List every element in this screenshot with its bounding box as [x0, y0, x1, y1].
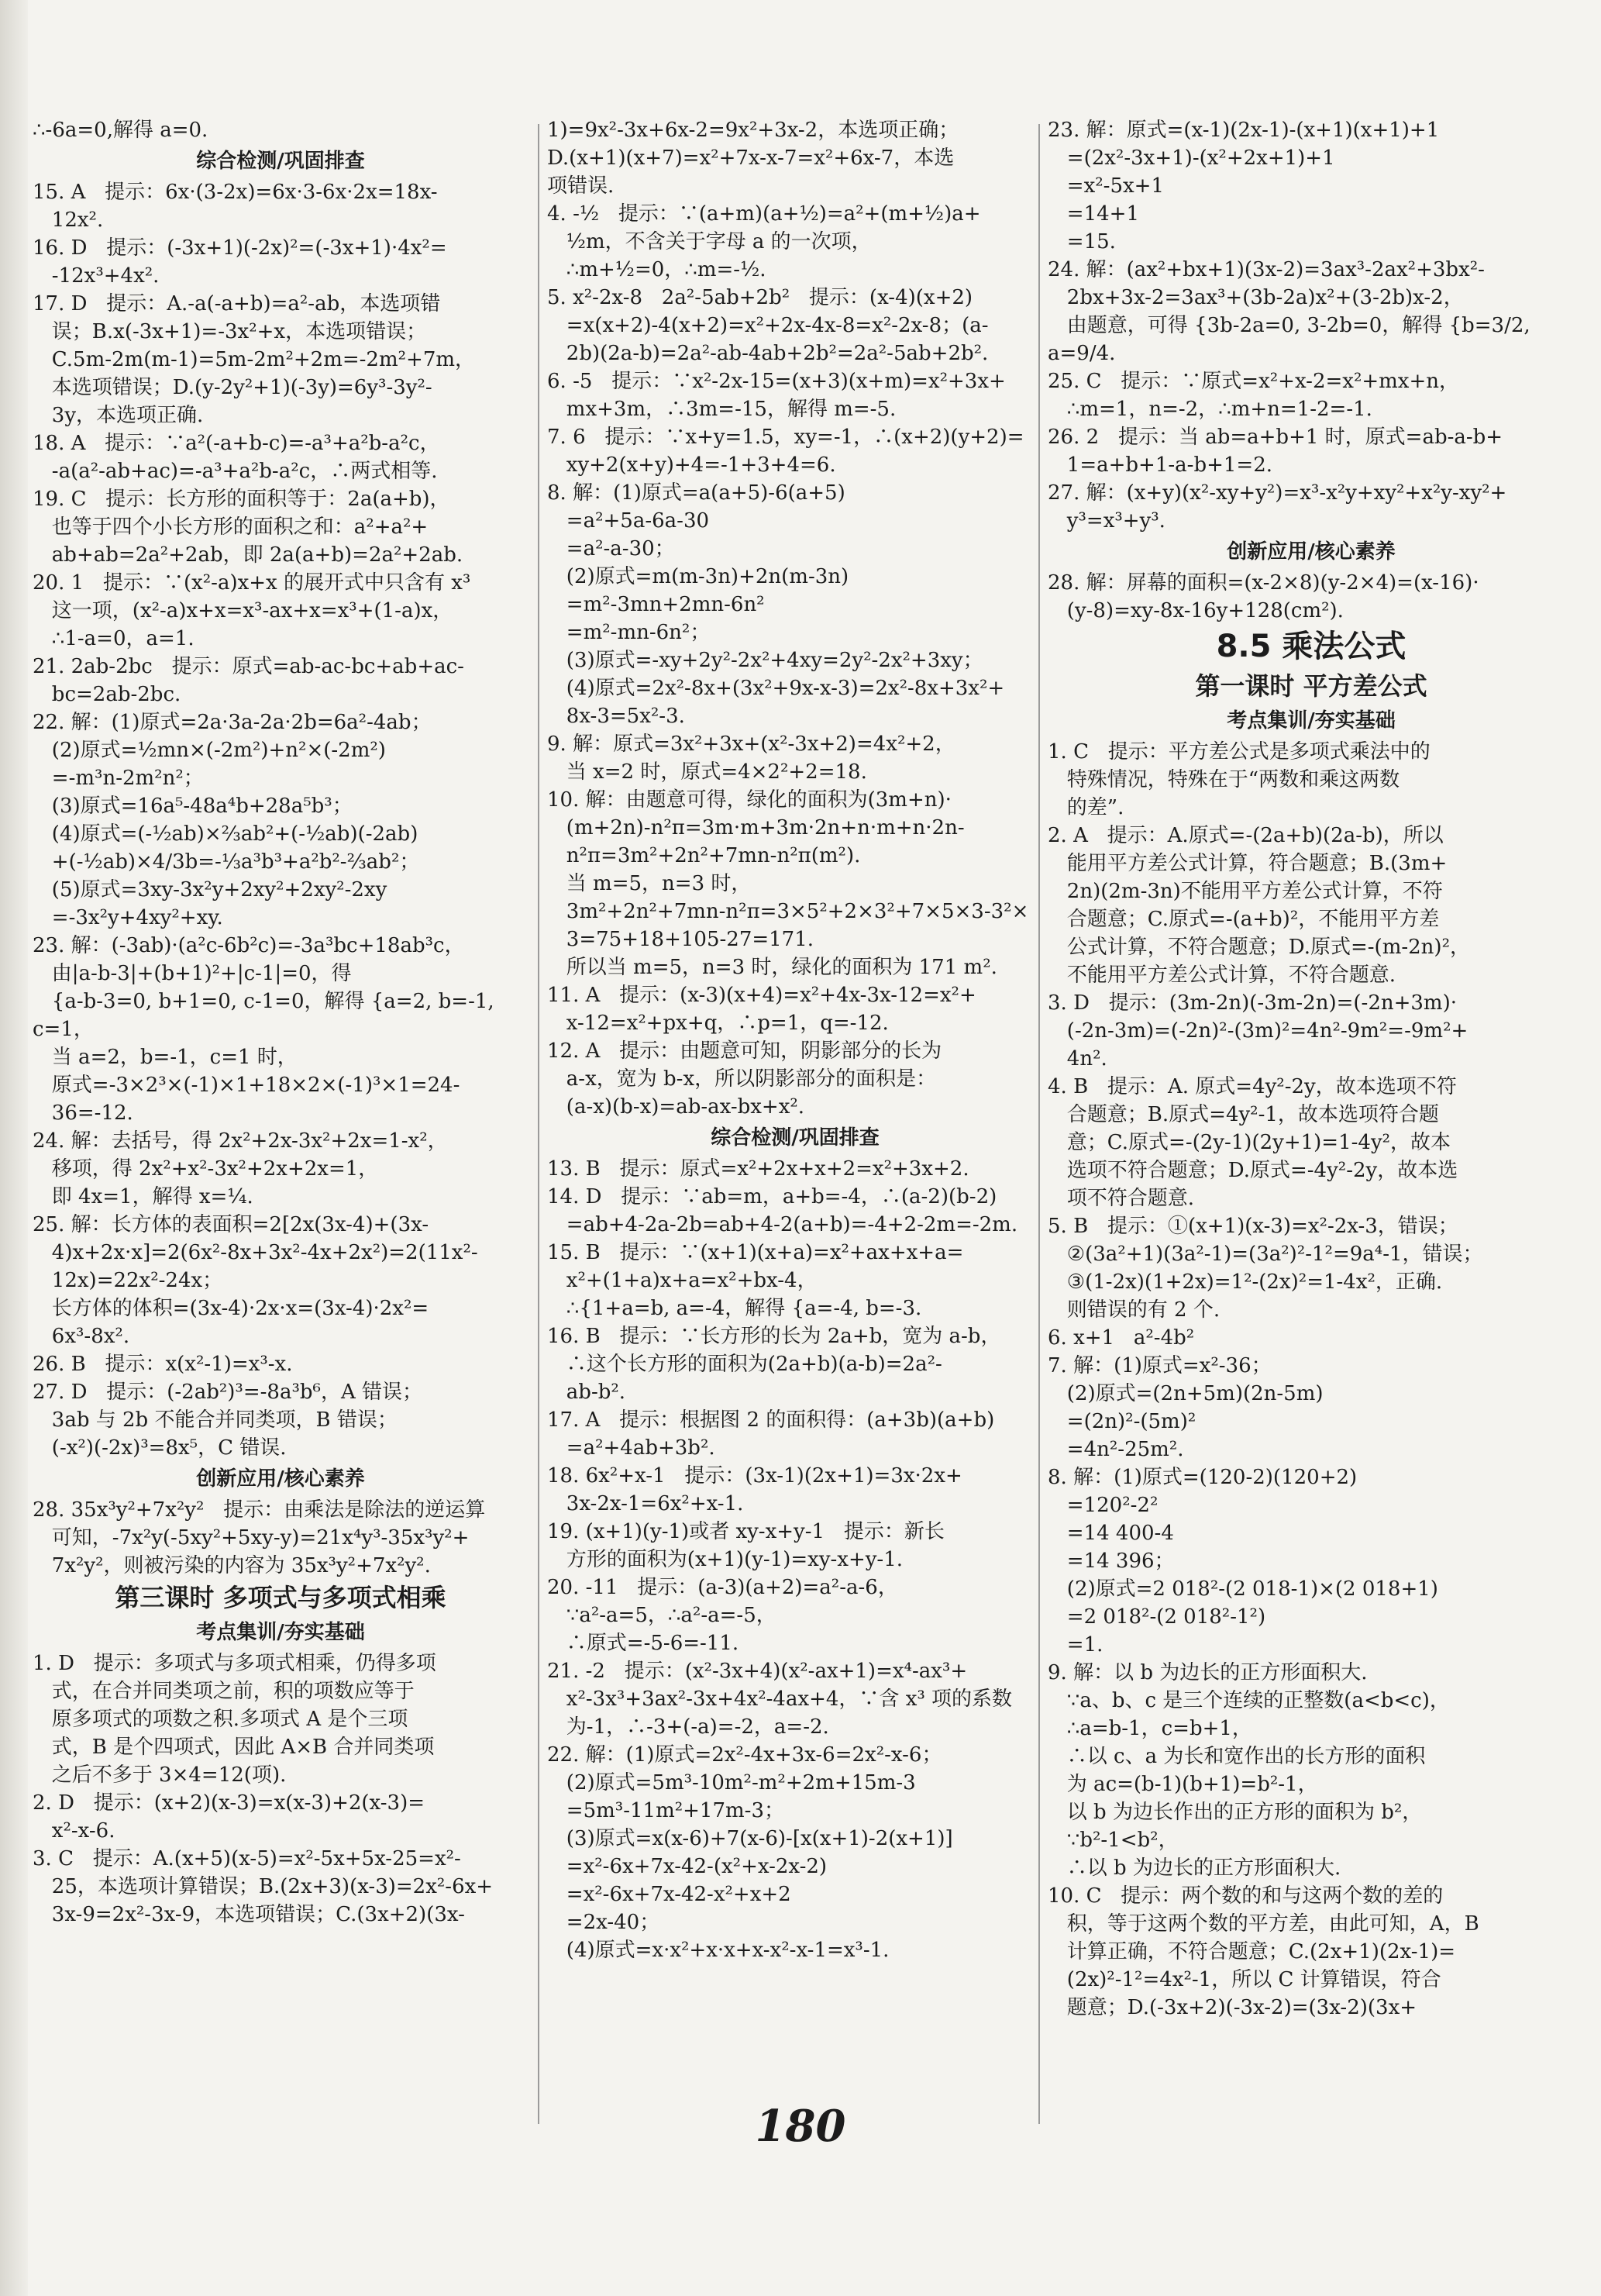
answer-line: 24. 解：去括号，得 2x²+2x-3x²+2x=1-x²，: [33, 1129, 448, 1153]
answer-line: (y-8)=xy-8x-16y+128(cm²).: [1048, 599, 1344, 622]
page-number: 180: [755, 2101, 846, 2152]
answer-line: =(2n)²-(5m)²: [1048, 1410, 1196, 1433]
answer-line: =14+1: [1048, 202, 1139, 226]
answer-line: 25，本选项计算错误；B.(2x+3)(x-3)=2x²-6x+: [33, 1875, 494, 1898]
answer-line: (3)原式=x(x-6)+7(x-6)-[x(x+1)-2(x+1)]: [547, 1827, 953, 1850]
answer-line: =ab+4-2a-2b=ab+4-2(a+b)=-4+2-2m=-2m.: [547, 1213, 1018, 1236]
answer-line: 1=a+b+1-a-b+1=2.: [1048, 453, 1273, 477]
answer-line: -12x³+4x².: [33, 264, 160, 288]
answer-line: ∴原式=-5-6=-11.: [547, 1632, 739, 1655]
answer-line: D.(x+1)(x+7)=x²+7x-x-7=x²+6x-7，本选: [547, 147, 955, 170]
answer-line: 4n².: [1048, 1047, 1107, 1070]
answer-line: (3)原式=16a⁵-48a⁴b+28a⁵b³；: [33, 795, 353, 818]
answer-line: 积，等于这两个数的平方差，由此可知，A，B: [1048, 1912, 1479, 1936]
answer-line: 2b)(2a-b)=2a²-ab-4ab+2b²=2a²-5ab+2b².: [547, 342, 989, 365]
answer-line: 式，B 是个四项式，因此 A×B 合并同类项: [33, 1736, 435, 1759]
answer-line: 5. B 提示：①(x+1)(x-3)=x²-2x-3，错误；: [1048, 1215, 1458, 1238]
answer-line: 7. 6 提示：∵x+y=1.5，xy=-1，∴(x+2)(y+2)=: [547, 426, 1024, 449]
answer-line: 4. -½ 提示：∵(a+m)(a+½)=a²+(m+½)a+: [547, 202, 981, 226]
answer-line: ∴这个长方形的面积为(2a+b)(a-b)=2a²-: [547, 1353, 942, 1376]
answer-line: 题意；D.(-3x+2)(-3x-2)=(3x-2)(3x+: [1048, 1996, 1417, 2019]
answer-line: 17. D 提示：A.-a(-a+b)=a²-ab，本选项错: [33, 292, 441, 315]
answer-line: =1.: [1048, 1633, 1103, 1656]
answer-line: 所以当 m=5，n=3 时，绿化的面积为 171 m².: [547, 956, 997, 979]
answer-line: 项不符合题意.: [1048, 1187, 1195, 1210]
answer-line: 21. -2 提示：(x²-3x+4)(x²-ax+1)=x⁴-ax³+: [547, 1660, 968, 1683]
answer-line: ½m，不含关于字母 a 的一次项，: [547, 230, 872, 253]
answer-line: 3. D 提示：(3m-2n)(-3m-2n)=(-2n+3m)·: [1048, 991, 1457, 1015]
answer-line: 26. B 提示：x(x²-1)=x³-x.: [33, 1353, 293, 1376]
answer-line: x²-x-6.: [33, 1819, 115, 1843]
answer-line: 则错误的有 2 个.: [1048, 1298, 1221, 1322]
answer-line: 为 ac=(b-1)(b+1)=b²-1，: [1048, 1773, 1318, 1796]
answer-line: 计算正确，不符合题意；C.(2x+1)(2x-1)=: [1048, 1940, 1455, 1963]
answer-line: x-12=x²+px+q，∴p=1，q=-12.: [547, 1012, 889, 1035]
answer-line: (2)原式=m(m-3n)+2n(m-3n): [547, 565, 849, 588]
answer-line: 也等于四个小长方形的面积之和：a²+a²+: [33, 515, 429, 539]
answer-line: 28. 解：屏幕的面积=(x-2×8)(y-2×4)=(x-16)·: [1048, 571, 1479, 595]
answer-line: ∴m=1，n=-2，∴m+n=1-2=-1.: [1048, 398, 1372, 421]
answer-line: 3m²+2n²+7mn-n²π=3×5²+2×3²+7×5×3-3²×: [547, 900, 1029, 923]
answer-line: 13. B 提示：原式=x²+2x+x+2=x²+3x+2.: [547, 1157, 969, 1181]
answer-line: 为-1，∴-3+(-a)=-2，a=-2.: [547, 1715, 829, 1739]
answer-line: 这一项，(x²-a)x+x=x³-ax+x=x³+(1-a)x，: [33, 599, 453, 622]
answer-line: 8. 解：(1)原式=a(a+5)-6(a+5): [547, 481, 845, 505]
answer-line: 3x-9=2x²-3x-9，本选项错误；C.(3x+2)(3x-: [33, 1903, 465, 1926]
answer-line: 28. 35x³y²+7x²y² 提示：由乘法是除法的逆运算: [33, 1498, 486, 1522]
answer-line: 意；C.原式=-(2y-1)(2y+1)=1-4y²，故本: [1048, 1131, 1451, 1154]
answer-line: 2n)(2m-3n)不能用平方差公式计算，不符: [1048, 880, 1443, 903]
answer-line: 12x)=22x²-24x；: [33, 1269, 223, 1292]
answer-line: =5m³-11m²+17m-3；: [547, 1799, 784, 1822]
answer-line: 16. D 提示：(-3x+1)(-2x)²=(-3x+1)·4x²=: [33, 236, 447, 260]
answer-line: 24. 解：(ax²+bx+1)(3x-2)=3ax³-2ax²+3bx²-: [1048, 258, 1485, 281]
answer-line: 误；B.x(-3x+1)=-3x²+x，本选项错误；: [33, 320, 427, 343]
answer-line: 3x-2x-1=6x²+x-1.: [547, 1492, 744, 1515]
answer-line: 8. 解：(1)原式=(120-2)(120+2): [1048, 1466, 1358, 1489]
answer-line: =120²-2²: [1048, 1494, 1159, 1517]
answer-line: 当 m=5，n=3 时，: [547, 872, 752, 895]
answer-line: 5. x²-2x-8 2a²-5ab+2b² 提示：(x-4)(x+2): [547, 286, 973, 309]
column-middle: [547, 116, 1043, 2147]
answer-line: =14 396；: [1048, 1550, 1175, 1573]
answer-line: ②(3a²+1)(3a²-1)=(3a²)²-1²=9a⁴-1，错误；: [1048, 1243, 1483, 1266]
answer-line: C.5m-2m(m-1)=5m-2m²+2m=-2m²+7m，: [33, 348, 476, 371]
answer-line: 公式计算，不符合题意；D.原式=-(m-2n)²，: [1048, 936, 1470, 959]
answer-line: 原式=-3×2³×(-1)×1+18×2×(-1)³×1=24-: [33, 1074, 460, 1097]
answer-line: 18. 6x²+x-1 提示：(3x-1)(2x+1)=3x·2x+: [547, 1464, 962, 1488]
answer-line: -a(a²-ab+ac)=-a³+a²b-a²c，∴两式相等.: [33, 460, 438, 483]
answer-line: mx+3m，∴3m=-15，解得 m=-5.: [547, 398, 897, 421]
answer-line: =(2x²-3x+1)-(x²+2x+1)+1: [1048, 147, 1335, 170]
answer-line: =-m³n-2m²n²；: [33, 767, 204, 790]
answer-line: (4)原式=x·x²+x·x+x-x²-x-1=x³-1.: [547, 1939, 890, 1962]
answer-line: 22. 解：(1)原式=2a·3a-2a·2b=6a²-4ab；: [33, 711, 432, 734]
answer-line: (2)原式=(2n+5m)(2n-5m): [1048, 1382, 1324, 1405]
answer-line: ∵a²-a=5，∴a²-a=-5，: [547, 1604, 776, 1627]
answer-line: =15.: [1048, 230, 1116, 253]
answer-line: x²-3x³+3ax²-3x+4x²-4ax+4，∵含 x³ 项的系数: [547, 1688, 1013, 1711]
column-divider: [1038, 124, 1040, 2124]
answer-line: (-x²)(-2x)³=8x⁵，C 错误.: [33, 1436, 287, 1460]
answer-line: 合题意；B.原式=4y²-1，故本选项符合题: [1048, 1103, 1439, 1126]
answer-line: 17. A 提示：根据图 2 的面积得：(a+3b)(a+b): [547, 1408, 995, 1432]
answer-line: 合题意；C.原式=-(a+b)²，不能用平方差: [1048, 908, 1440, 931]
answer-line: 10. C 提示：两个数的和与这两个数的差的: [1048, 1884, 1444, 1908]
answer-line: =2x-40；: [547, 1911, 660, 1934]
answer-line: 23. 解：(-3ab)·(a²c-6b²c)=-3a³bc+18ab³c，: [33, 934, 465, 957]
answer-line: 即 4x=1，解得 x=¼.: [33, 1185, 253, 1208]
answer-line: 20. 1 提示：∵(x²-a)x+x 的展开式中只含有 x³: [33, 571, 471, 595]
answer-line: 式，在合并同类项之前，积的项数应等于: [33, 1680, 415, 1703]
answer-line: 23. 解：原式=(x-1)(2x-1)-(x+1)(x+1)+1: [1048, 119, 1440, 142]
answer-line: n²π=3m²+2n²+7mn-n²π(m²).: [547, 844, 861, 867]
answer-line: 27. D 提示：(-2ab²)³=-8a³b⁶，A 错误；: [33, 1381, 423, 1404]
lesson-title: 第三课时 多项式与多项式相乘: [115, 1583, 446, 1612]
answer-line: 以 b 为边长作出的正方形的面积为 b²，: [1048, 1801, 1423, 1824]
answer-line: 项错误.: [547, 174, 615, 198]
section-heading: 考点集训/夯实基础: [196, 1621, 365, 1644]
answer-line: ab-b².: [547, 1381, 626, 1404]
answer-line: 2. A 提示：A.原式=-(2a+b)(2a-b)，所以: [1048, 824, 1444, 847]
answer-line: ∵b²-1<b²，: [1048, 1829, 1179, 1852]
answer-line: =a²+5a-6a-30: [547, 509, 710, 533]
answer-line: 2bx+3x-2=3ax³+(3b-2a)x²+(3-2b)x-2，: [1048, 286, 1464, 309]
section-heading: 考点集训/夯实基础: [1227, 709, 1396, 733]
answer-line: 19. (x+1)(y-1)或者 xy-x+y-1 提示：新长: [547, 1520, 945, 1543]
answer-line: 当 x=2 时，原式=4×2²+2=18.: [547, 760, 867, 784]
answer-line: =x²-6x+7x-42-x²+x+2: [547, 1883, 791, 1906]
answer-line: ③(1-2x)(1+2x)=1²-(2x)²=1-4x²，正确.: [1048, 1270, 1443, 1294]
answer-line: =14 400-4: [1048, 1522, 1174, 1545]
answer-line: 15. B 提示：∵(x+1)(x+a)=x²+ax+x+a=: [547, 1241, 964, 1264]
answer-line: (2)原式=2 018²-(2 018-1)×(2 018+1): [1048, 1577, 1438, 1601]
answer-line: 由题意，可得 {3b-2a=0, 3-2b=0，解得 {b=3/2, a=9/4.: [1048, 314, 1537, 365]
answer-line: (-2n-3m)=(-2n)²-(3m)²=4n²-9m²=-9m²+: [1048, 1019, 1468, 1043]
column-divider: [538, 124, 539, 2124]
answer-line: 36=-12.: [33, 1101, 133, 1125]
answer-line: (3)原式=-xy+2y²-2x²+4xy=2y²-2x²+3xy；: [547, 649, 983, 672]
answer-line: 由|a-b-3|+(b+1)²+|c-1|=0，得: [33, 962, 352, 985]
answer-line: 2. D 提示：(x+2)(x-3)=x(x-3)+2(x-3)=: [33, 1791, 425, 1815]
answer-line: 当 a=2，b=-1，c=1 时，: [33, 1046, 298, 1069]
answer-line: 3y，本选项正确.: [33, 404, 204, 427]
answer-line: ∴a=b-1，c=b+1，: [1048, 1717, 1252, 1740]
answer-line: 18. A 提示：∵a²(-a+b-c)=-a³+a²b-a²c，: [33, 432, 440, 455]
answer-line: 移项，得 2x²+x²-3x²+2x+2x=1，: [33, 1157, 379, 1181]
answer-line: =x²-6x+7x-42-(x²+x-2x-2): [547, 1855, 828, 1878]
answer-line: =a²+4ab+3b².: [547, 1436, 715, 1460]
answer-line: 6. x+1 a²-4b²: [1048, 1326, 1195, 1350]
chapter-title: 8.5 乘法公式: [1216, 629, 1406, 664]
answer-line: +(-½ab)×4/3b=-⅓a³b³+a²b²-⅔ab²；: [33, 850, 420, 874]
answer-line: a-x，宽为 b-x，所以阴影部分的面积是：: [547, 1067, 937, 1091]
answer-line: 6x³-8x².: [33, 1325, 130, 1348]
answer-line: (2x)²-1²=4x²-1，所以 C 计算错误，符合: [1048, 1968, 1441, 1991]
section-heading: 综合检测/巩固排查: [711, 1126, 880, 1150]
answer-line: ∴以 c、a 为长和宽作出的长方形的面积: [1048, 1745, 1426, 1768]
answer-line: =m²-mn-6n²；: [547, 621, 711, 644]
answer-line: bc=2ab-2bc.: [33, 683, 181, 706]
answer-line: =2 018²-(2 018²-1²): [1048, 1605, 1266, 1629]
answer-line: ∴m+½=0，∴m=-½.: [547, 258, 766, 281]
answer-line: 16. B 提示：∵长方形的长为 2a+b，宽为 a-b，: [547, 1325, 1001, 1348]
column-left: [33, 116, 529, 2147]
lesson-title: 第一课时 平方差公式: [1195, 671, 1427, 701]
answer-line: 25. C 提示：∵原式=x²+x-2=x²+mx+n，: [1048, 370, 1459, 393]
answer-line: 特殊情况，特殊在于“两数和乘这两数: [1048, 768, 1400, 791]
answer-line: 9. 解：原式=3x²+3x+(x²-3x+2)=4x²+2，: [547, 733, 955, 756]
answer-line: 4. B 提示：A. 原式=4y²-2y，故本选项不符: [1048, 1075, 1457, 1098]
answer-line: ∵a、b、c 是三个连续的正整数(a<b<c)，: [1048, 1689, 1450, 1712]
answer-line: 3. C 提示：A.(x+5)(x-5)=x²-5x+5x-25=x²-: [33, 1847, 461, 1870]
answer-line: 选项不符合题意；D.原式=-4y²-2y，故本选: [1048, 1159, 1458, 1182]
answer-line: 21. 2ab-2bc 提示：原式=ab-ac-bc+ab+ac-: [33, 655, 464, 678]
answer-line: 之后不多于 3×4=12(项).: [33, 1763, 287, 1787]
answer-line: x²+(1+a)x+a=x²+bx-4，: [547, 1269, 818, 1292]
answer-line: 25. 解：长方体的表面积=2[2x(3x-4)+(3x-: [33, 1213, 429, 1236]
answer-line: 原多项式的项数之积.多项式 A 是个三项: [33, 1708, 408, 1731]
answer-line: 能用平方差公式计算，符合题意；B.(3m+: [1048, 852, 1448, 875]
answer-line: 26. 2 提示：当 ab=a+b+1 时，原式=ab-a-b+: [1048, 426, 1503, 449]
answer-line: =a²-a-30；: [547, 537, 675, 560]
answer-line: ∴以 b 为边长的正方形面积大.: [1048, 1856, 1341, 1880]
answer-line: y³=x³+y³.: [1048, 509, 1165, 533]
answer-line: 9. 解：以 b 为边长的正方形面积大.: [1048, 1661, 1368, 1684]
answer-line: 6. -5 提示：∵x²-2x-15=(x+3)(x+m)=x²+3x+: [547, 370, 1006, 393]
column-right: [1048, 116, 1575, 2147]
answer-line: 长方体的体积=(3x-4)·2x·x=(3x-4)·2x²=: [33, 1297, 429, 1320]
answer-line: 19. C 提示：长方形的面积等于：2a(a+b)，: [33, 488, 450, 511]
answer-line: 7. 解：(1)原式=x²-36；: [1048, 1354, 1272, 1377]
answer-line: 22. 解：(1)原式=2x²-4x+3x-6=2x²-x-6；: [547, 1743, 942, 1767]
answer-line: 4)x+2x·x]=2(6x²-8x+3x²-4x+2x²)=2(11x²-: [33, 1241, 478, 1264]
answer-line: (a-x)(b-x)=ab-ax-bx+x².: [547, 1095, 805, 1119]
answer-line: (m+2n)-n²π=3m·m+3m·2n+n·m+n·2n-: [547, 816, 965, 839]
answer-line: (4)原式=2x²-8x+(3x²+9x-x-3)=2x²-8x+3x²+: [547, 677, 1005, 700]
answer-line: 不能用平方差公式计算，不符合题意.: [1048, 964, 1396, 987]
answer-line: ∴-6a=0,解得 a=0.: [33, 119, 208, 142]
answer-line: ab+ab=2a²+2ab，即 2a(a+b)=2a²+2ab.: [33, 543, 463, 567]
answer-line: 11. A 提示：(x-3)(x+4)=x²+4x-3x-12=x²+: [547, 984, 976, 1007]
answer-line: 1. C 提示：平方差公式是多项式乘法中的: [1048, 740, 1431, 764]
answer-line: 3ab 与 2b 不能合并同类项，B 错误；: [33, 1408, 398, 1432]
answer-line: 7x²y²，则被污染的内容为 35x³y²+7x²y².: [33, 1554, 431, 1577]
answer-line: 10. 解：由题意可得，绿化的面积为(3m+n)·: [547, 788, 952, 812]
answer-line: (5)原式=3xy-3x²y+2xy²+2xy²-2xy: [33, 878, 387, 902]
answer-line: 的差”.: [1048, 796, 1124, 819]
answer-line: 可知，-7x²y(-5xy²+5xy-y)=21x⁴y³-35x³y²+: [33, 1526, 470, 1550]
answer-line: =-3x²y+4xy²+xy.: [33, 906, 223, 929]
answer-line: 8x-3=5x²-3.: [547, 705, 685, 728]
answer-line: ∴1-a=0，a=1.: [33, 627, 195, 650]
page-binding-edge: [0, 0, 28, 2296]
answer-line: (4)原式=(-½ab)×⅔ab²+(-½ab)(-2ab): [33, 822, 418, 846]
answer-line: {a-b-3=0, b+1=0, c-1=0，解得 {a=2, b=-1, c=1，: [33, 990, 501, 1041]
answer-line: 本选项错误；D.(y-2y²+1)(-3y)=6y³-3y²-: [33, 376, 432, 399]
answer-line: =4n²-25m².: [1048, 1438, 1184, 1461]
answer-line: 27. 解：(x+y)(x²-xy+y²)=x³-x²y+xy²+x²y-xy²+: [1048, 481, 1507, 505]
answer-line: 方形的面积为(x+1)(y-1)=xy-x+y-1.: [547, 1548, 904, 1571]
answer-line: 12x².: [33, 209, 104, 232]
answer-line: 20. -11 提示：(a-3)(a+2)=a²-a-6，: [547, 1576, 898, 1599]
answer-line: ∴{1+a=b, a=-4，解得 {a=-4, b=-3.: [547, 1297, 922, 1320]
answer-line: (2)原式=5m³-10m²-m²+2m+15m-3: [547, 1771, 916, 1794]
section-heading: 综合检测/巩固排查: [196, 150, 365, 173]
answer-line: =x(x+2)-4(x+2)=x²+2x-4x-8=x²-2x-8；(a-: [547, 314, 989, 337]
answer-line: xy+2(x+y)+4=-1+3+4=6.: [547, 453, 836, 477]
answer-line: 14. D 提示：∵ab=m，a+b=-4，∴(a-2)(b-2): [547, 1185, 997, 1208]
answer-line: 3=75+18+105-27=171.: [547, 928, 814, 951]
answer-line: 1)=9x²-3x+6x-2=9x²+3x-2，本选项正确；: [547, 119, 959, 142]
answer-line: 1. D 提示：多项式与多项式相乘，仍得多项: [33, 1652, 436, 1675]
answer-line: (2)原式=½mn×(-2m²)+n²×(-2m²): [33, 739, 386, 762]
section-heading: 创新应用/核心素养: [1227, 540, 1396, 564]
answer-line: 15. A 提示：6x·(3-2x)=6x·3-6x·2x=18x-: [33, 181, 438, 204]
answer-line: =m²-3mn+2mn-6n²: [547, 593, 765, 616]
section-heading: 创新应用/核心素养: [196, 1467, 365, 1491]
answer-line: 12. A 提示：由题意可知，阴影部分的长为: [547, 1039, 942, 1063]
answer-line: =x²-5x+1: [1048, 174, 1164, 198]
